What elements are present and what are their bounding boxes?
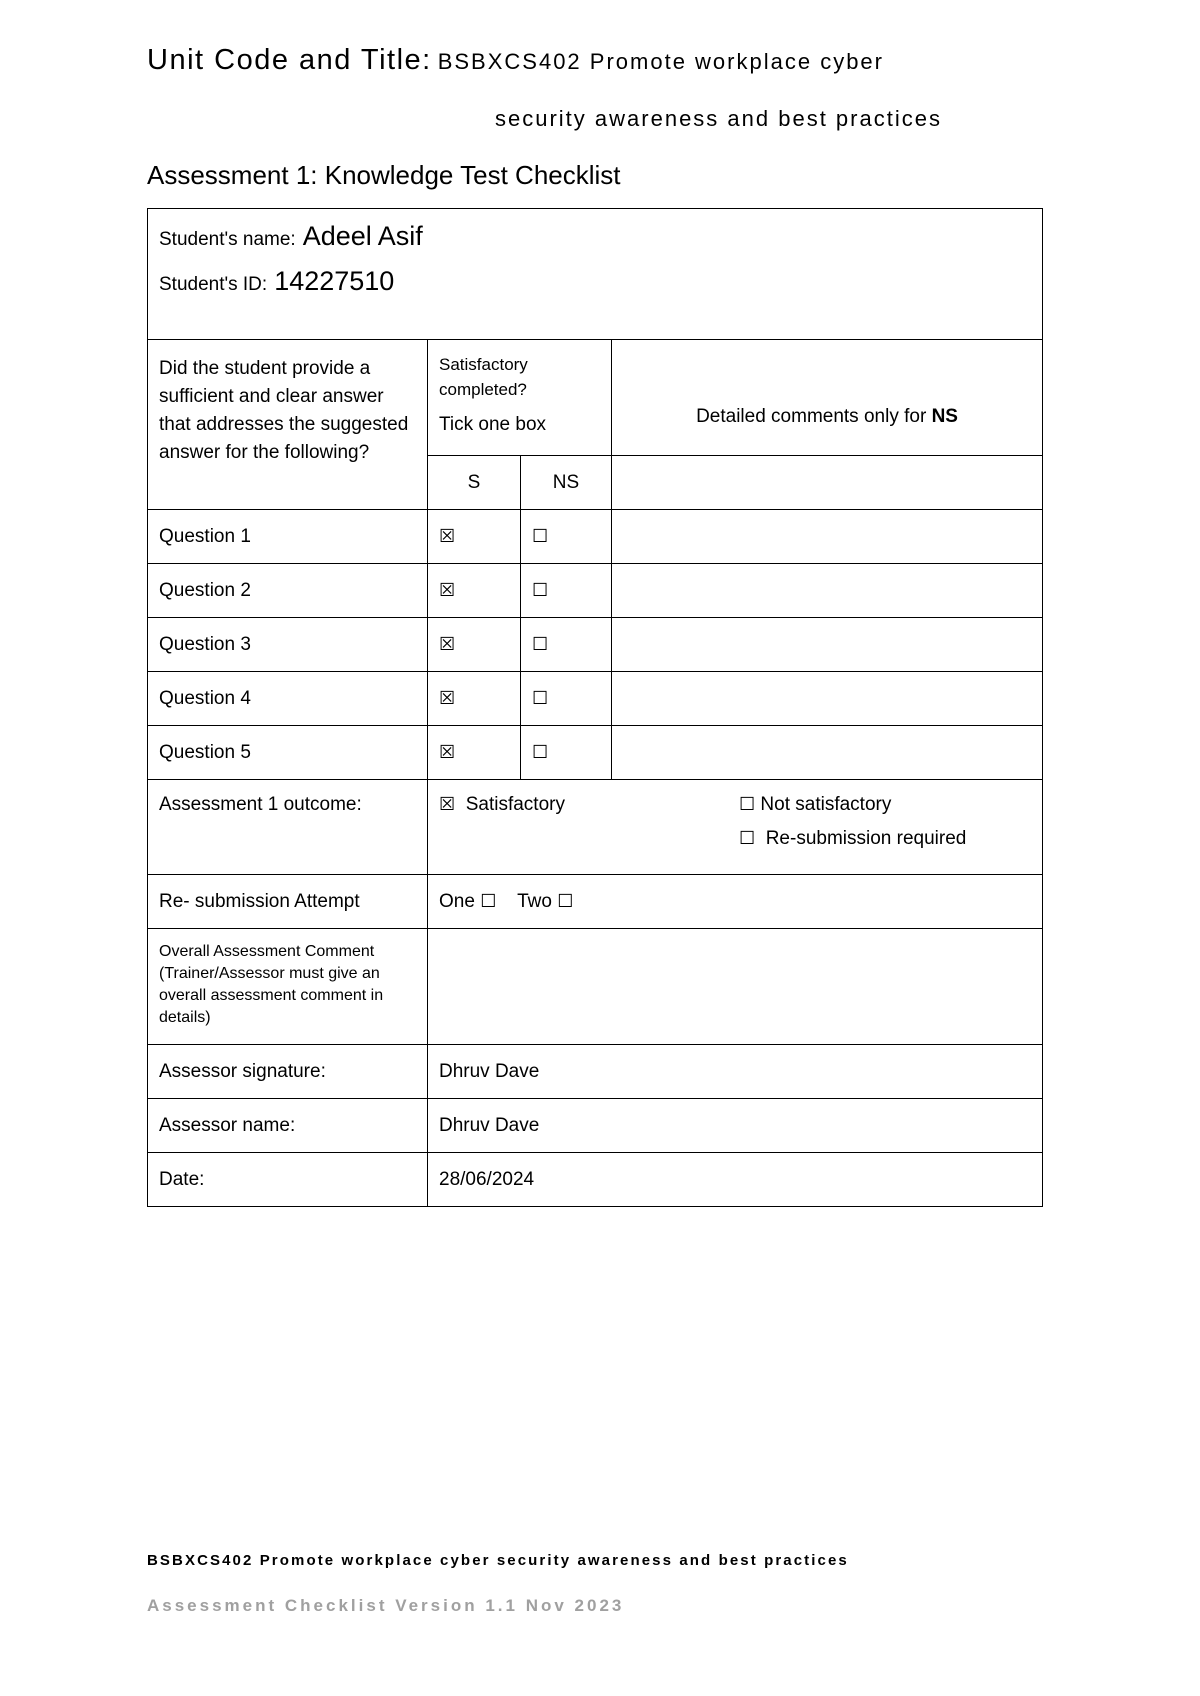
assessor-name-row (148, 1099, 1043, 1153)
footer-version: Assessment Checklist Version 1.1 Nov 2023 (147, 1596, 625, 1615)
question-label: Question 2 (148, 564, 428, 618)
table-row-question-2 (148, 564, 1043, 618)
date-value: 28/06/2024 (428, 1153, 1043, 1207)
outcome-resubmission-checkbox[interactable]: ☐ (739, 828, 756, 848)
col-ns-header: NS (521, 456, 612, 510)
question-label: Question 1 (148, 510, 428, 564)
satisfactory-header-cell (428, 340, 612, 456)
ns-checkbox[interactable]: ☐ (521, 564, 612, 618)
header-row (148, 340, 1043, 456)
student-name: Adeel Asif (302, 221, 423, 251)
resub-one-label: One (439, 890, 475, 912)
table-row-question-1 (148, 510, 1043, 564)
unit-title-label: Unit Code and Title: (147, 44, 432, 76)
comments-label-ns: NS (931, 405, 958, 427)
overall-comment-label: Overall Assessment Comment (Trainer/Assessor must give an overall assessment comment in details) (159, 943, 384, 1026)
unit-title (147, 44, 884, 77)
question-label: Question 4 (148, 672, 428, 726)
outcome-resubmission-label: Re-submission required (765, 828, 967, 849)
comment-cell (612, 672, 1043, 726)
s-checkbox[interactable]: ☒ (428, 564, 521, 618)
overall-comment-label-cell (148, 929, 428, 1045)
student-info-cell (148, 209, 1043, 340)
comments-label: Detailed comments only for (696, 405, 927, 427)
resub-two-label: Two (517, 890, 552, 912)
s-checkbox[interactable]: ☒ (428, 510, 521, 564)
ns-checkbox[interactable]: ☐ (521, 618, 612, 672)
ns-checkbox[interactable]: ☐ (521, 510, 612, 564)
comment-cell (612, 510, 1043, 564)
assessor-name-value: Dhruv Dave (428, 1099, 1043, 1153)
outcome-row (148, 780, 1043, 875)
date-row (148, 1153, 1043, 1207)
ns-checkbox[interactable]: ☐ (521, 672, 612, 726)
outcome-cell (428, 780, 1043, 875)
s-checkbox[interactable]: ☒ (428, 672, 521, 726)
assessor-signature-label: Assessor signature: (148, 1045, 428, 1099)
outcome-satisfactory-label: Satisfactory (465, 794, 565, 815)
student-name-label: Student's name: (159, 229, 296, 250)
outcome-not-satisfactory-label: Not satisfactory (760, 794, 892, 815)
resub-one-checkbox[interactable]: ☐ (480, 890, 497, 911)
assessment-heading: Assessment 1: Knowledge Test Checklist (147, 160, 621, 190)
student-id-label: Student's ID: (159, 274, 268, 295)
ns-checkbox[interactable]: ☐ (521, 726, 612, 780)
overall-comment-row (148, 929, 1043, 1045)
resubmission-row (148, 875, 1043, 929)
question-prompt-cell (148, 340, 428, 510)
comment-cell (612, 618, 1043, 672)
table-row-question-5 (148, 726, 1043, 780)
table-row-question-4 (148, 672, 1043, 726)
assessment-checklist-table (147, 208, 1043, 1207)
outcome-label: Assessment 1 outcome: (148, 780, 428, 875)
tick-label: Tick one box (439, 414, 547, 435)
overall-comment-value[interactable] (428, 929, 1043, 1045)
comments-header-cell (612, 340, 1043, 456)
outcome-not-satisfactory-checkbox[interactable]: ☐ (739, 794, 756, 814)
s-checkbox[interactable]: ☒ (428, 726, 521, 780)
unit-title-continuation: security awareness and best practices (495, 106, 942, 131)
resubmission-cell (428, 875, 1043, 929)
satisfactory-label: Satisfactory completed? (439, 355, 528, 399)
question-label: Question 3 (148, 618, 428, 672)
assessor-name-label: Assessor name: (148, 1099, 428, 1153)
question-prompt: Did the student provide a sufficient and clear answer that addresses the suggested answer for the following? (159, 358, 409, 463)
assessor-signature-value: Dhruv Dave (428, 1045, 1043, 1099)
resubmission-label: Re- submission Attempt (148, 875, 428, 929)
comment-cell (612, 564, 1043, 618)
footer-unit-title: BSBXCS402 Promote workplace cyber security awareness and best practices (147, 1552, 849, 1569)
resub-two-checkbox[interactable]: ☐ (557, 890, 574, 911)
outcome-satisfactory-checkbox[interactable]: ☒ (439, 794, 456, 814)
col-s-header: S (428, 456, 521, 510)
unit-title-text: BSBXCS402 Promote workplace cyber (437, 49, 884, 74)
assessor-signature-row (148, 1045, 1043, 1099)
student-id: 14227510 (274, 266, 395, 296)
table-row-question-3 (148, 618, 1043, 672)
comment-cell (612, 726, 1043, 780)
comments-subheader-cell (612, 456, 1043, 510)
student-info-row (148, 209, 1043, 340)
question-label: Question 5 (148, 726, 428, 780)
date-label: Date: (148, 1153, 428, 1207)
s-checkbox[interactable]: ☒ (428, 618, 521, 672)
